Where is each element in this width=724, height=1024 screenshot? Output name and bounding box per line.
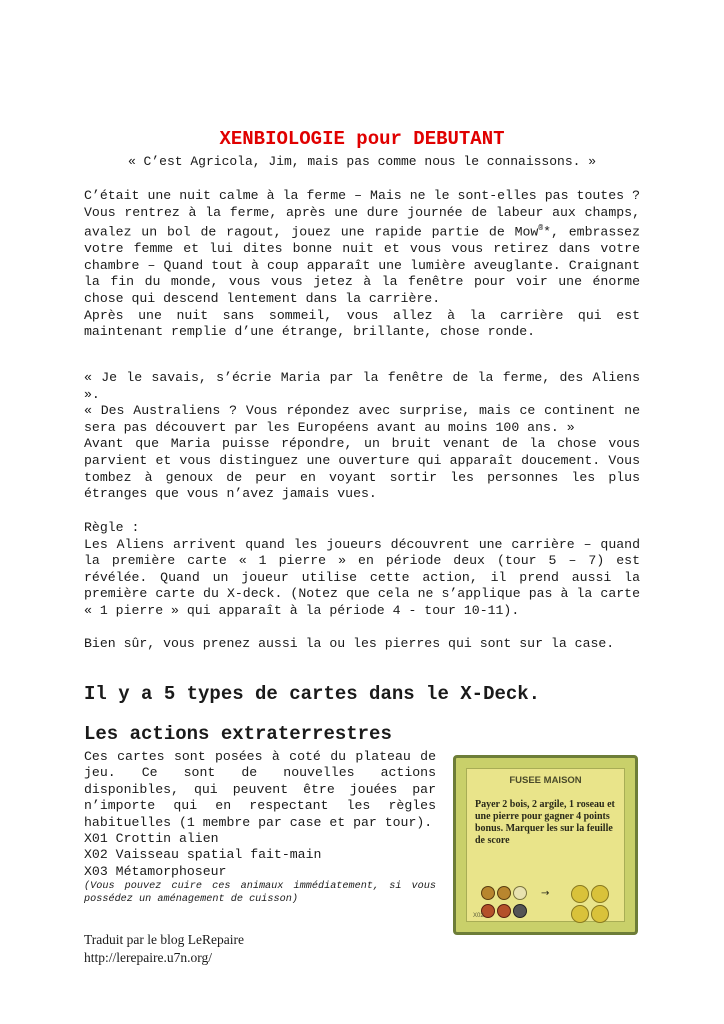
heading-alien-actions: Les actions extraterrestres xyxy=(84,723,392,745)
action-item: X03 Métamorphoseur xyxy=(84,863,227,879)
card-text: Payer 2 bois, 2 argile, 1 roseau et une pierre pour gagner 4 points bonus. Marquer les sur la feuille de score xyxy=(475,799,615,846)
footer-credit xyxy=(84,931,244,967)
dialogue-paragraph-3: Avant que Maria puisse répondre, un bruit venant de la chose vous parvient et vous distinguez une ouverture qui apparaît doucement. Vous tombez à genoux de peur en voyant sortir les personnes les plus étranges que vous n’avez jamais vues. xyxy=(84,436,640,502)
cost-resources-bottom xyxy=(481,904,561,918)
exchange-arrow-icon: → xyxy=(541,888,550,899)
blog-url-link[interactable]: http://lerepaire.u7n.org/ xyxy=(84,950,212,965)
rules-paragraph-1: Les Aliens arrivent quand les joueurs découvrent une carrière – quand la première carte « 1 pierre » en période deux (tour 5 – 7) est révélée. Quand un joueur utilise cette action, il prend aussi la première carte du X-deck. (Notez que cela ne s’applique pas à la carte « 1 pierre » qui apparaît à la période 4 - tour 10-11). xyxy=(84,536,640,618)
registered-mark: ® xyxy=(538,224,544,234)
card-code: X02 xyxy=(473,913,484,919)
credit-text: Traduit par le blog LeRepaire xyxy=(84,932,244,947)
action-item: X02 Vaisseau spatial fait-main xyxy=(84,847,322,863)
bonus-point-icon xyxy=(571,905,589,923)
rules-section xyxy=(84,520,640,652)
wood-icon xyxy=(497,886,511,900)
intro-paragraph-2: Après une nuit sans sommeil, vous allez à la carrière qui est maintenant remplie d’une étrange, brillante, chose ronde. xyxy=(84,307,640,340)
card-inner-panel xyxy=(466,768,625,922)
actions-description xyxy=(84,749,436,906)
reed-icon xyxy=(513,886,527,900)
intro-text-b: *, embrassez votre femme et lui dites bonne nuit et vous vous retirez dans votre chambre – Quand tout à coup apparaît une lumière aveuglante. Craignant la fin du monde, vous vous jetez à la fenêtre pour voir une énorme chose qui descend lentement dans la carrière. xyxy=(84,224,640,306)
intro-text-a: C’était une nuit calme à la ferme – Mais ne le sont-elles pas toutes ? Vous rentrez à la ferme, après une dure journée de labeur aux champs, avalez un bol de ragout, jouez une rapide partie de Mow xyxy=(84,188,640,240)
intro-paragraph-1 xyxy=(84,188,640,308)
page-title: XENBIOLOGIE pour DEBUTANT xyxy=(219,128,505,150)
clay-icon xyxy=(497,904,511,918)
bonus-point-icon xyxy=(591,885,609,903)
wood-icon xyxy=(481,886,495,900)
card-image-fusee-maison xyxy=(453,755,638,935)
dialogue-paragraph-1: « Je le savais, s’écrie Maria par la fenêtre de la ferme, des Aliens ». xyxy=(84,370,640,402)
subtitle-quote: « C’est Agricola, Jim, mais pas comme nous le connaissons. » xyxy=(127,154,597,169)
rules-paragraph-2: Bien sûr, vous prenez aussi la ou les pierres qui sont sur la case. xyxy=(84,635,615,651)
heading-card-types: Il y a 5 types de cartes dans le X-Deck. xyxy=(84,683,541,705)
bonus-point-icon xyxy=(571,885,589,903)
stone-icon xyxy=(513,904,527,918)
rules-label: Règle : xyxy=(84,520,140,535)
bonus-point-icon xyxy=(591,905,609,923)
intro-section xyxy=(84,188,640,341)
cooking-note: (Vous pouvez cuire ces animaux immédiatement, si vous possédez un aménagement de cuisson) xyxy=(84,881,436,906)
action-item: X01 Crottin alien xyxy=(84,831,219,847)
dialogue-paragraph-2: « Des Australiens ? Vous répondez avec surprise, mais ce continent ne sera pas découvert par les Européens avant au moins 100 ans. » xyxy=(84,403,640,435)
actions-paragraph: Ces cartes sont posées à coté du plateau de jeu. Ce sont de nouvelles actions disponibles, qui peuvent être jouées par n’importe qui en respectant les règles habituelles (1 membre par case et par tour). xyxy=(84,749,436,830)
card-title: FUSEE MAISON xyxy=(509,775,582,786)
dialogue-section xyxy=(84,370,640,503)
